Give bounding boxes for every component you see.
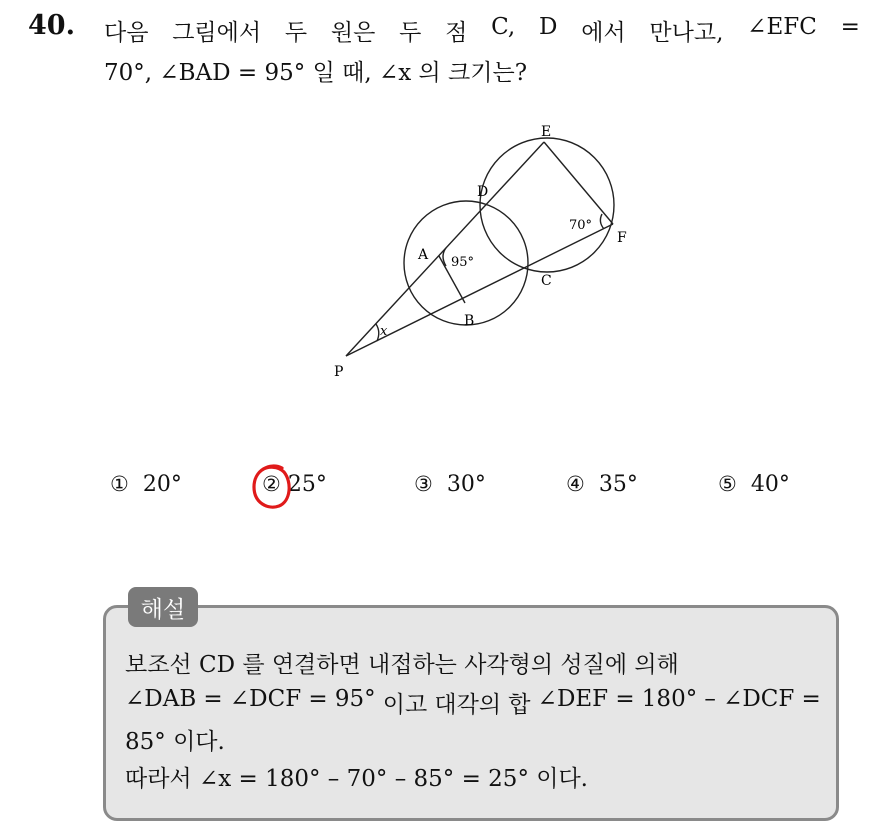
choice-4[interactable] bbox=[566, 472, 638, 497]
question-word: 두 bbox=[399, 20, 422, 46]
point-label-c: C bbox=[541, 273, 552, 289]
solution-word: = bbox=[615, 686, 635, 712]
question-text-line-2: 70°, ∠BAD = 95° 일 때, ∠x 의 크기는? bbox=[104, 60, 528, 86]
solution-line-4: 따라서 ∠x = 180° – 70° – 85° = 25° 이다. bbox=[125, 766, 588, 792]
solution-line-2 bbox=[125, 686, 821, 719]
question-word: 점 bbox=[445, 20, 468, 46]
angle-label-bad: 95° bbox=[451, 255, 475, 270]
point-label-d: D bbox=[477, 184, 489, 200]
question-word: 만나고, bbox=[649, 20, 724, 46]
choice-mark: ④ bbox=[566, 472, 585, 496]
solution-word: ∠DAB bbox=[125, 686, 197, 712]
solution-word: 95° bbox=[334, 686, 376, 712]
selected-answer-circle-icon bbox=[248, 460, 296, 514]
choice-value: 40° bbox=[750, 472, 790, 497]
angle-label-x: x bbox=[380, 324, 388, 339]
question-word: D bbox=[538, 14, 558, 40]
question-word: ∠EFC bbox=[747, 14, 817, 40]
choice-5[interactable] bbox=[718, 472, 790, 497]
solution-word: = bbox=[801, 686, 821, 712]
point-label-p: P bbox=[334, 364, 344, 380]
solution-word: = bbox=[308, 686, 328, 712]
point-label-f: F bbox=[617, 230, 627, 246]
right-circle bbox=[480, 138, 614, 272]
question-word: 다음 bbox=[104, 20, 149, 46]
question-number: 40. bbox=[28, 10, 75, 41]
choice-mark: ② bbox=[262, 472, 281, 496]
solution-word: 이고 bbox=[382, 692, 428, 718]
choice-value: 35° bbox=[598, 472, 638, 497]
solution-word: ∠DCF bbox=[723, 686, 795, 712]
solution-line-1: 보조선 CD 를 연결하면 내접하는 사각형의 성질에 의해 bbox=[125, 652, 679, 678]
solution-line-3: 85° 이다. bbox=[125, 729, 225, 755]
choice-1[interactable] bbox=[110, 472, 182, 497]
choice-3[interactable] bbox=[414, 472, 486, 497]
solution-word: 대각의 bbox=[434, 692, 502, 718]
choice-mark: ① bbox=[110, 472, 129, 496]
point-label-e: E bbox=[541, 124, 552, 140]
question-word: 에서 bbox=[581, 20, 626, 46]
choice-mark: ⑤ bbox=[718, 472, 737, 496]
line-e-f bbox=[544, 142, 613, 224]
question-word: C, bbox=[491, 14, 516, 40]
angle-label-efc: 70° bbox=[569, 218, 593, 233]
choice-mark: ③ bbox=[414, 472, 433, 496]
question-text-line-1 bbox=[104, 14, 860, 47]
solution-word: 합 bbox=[508, 692, 531, 718]
solution-word: ∠DCF bbox=[229, 686, 302, 712]
solution-tab: 해설 bbox=[128, 587, 198, 627]
angle-arc-f bbox=[600, 214, 604, 229]
question-word: = bbox=[840, 14, 860, 40]
point-label-a: A bbox=[418, 247, 429, 263]
question-word: 두 bbox=[284, 20, 308, 46]
choice-value: 25° bbox=[287, 472, 327, 497]
question-word: 원은 bbox=[330, 20, 376, 46]
question-word: 그림에서 bbox=[172, 20, 262, 46]
solution-word: – bbox=[704, 686, 716, 712]
choice-value: 20° bbox=[142, 472, 182, 497]
solution-word: = bbox=[203, 686, 223, 712]
answer-choices bbox=[0, 472, 884, 512]
solution-word: ∠DEF bbox=[537, 686, 609, 712]
solution-word: 180° bbox=[641, 686, 698, 712]
geometry-figure bbox=[320, 118, 640, 388]
angle-arc-p bbox=[376, 324, 379, 341]
point-label-b: B bbox=[464, 313, 475, 329]
choice-value: 30° bbox=[446, 472, 486, 497]
